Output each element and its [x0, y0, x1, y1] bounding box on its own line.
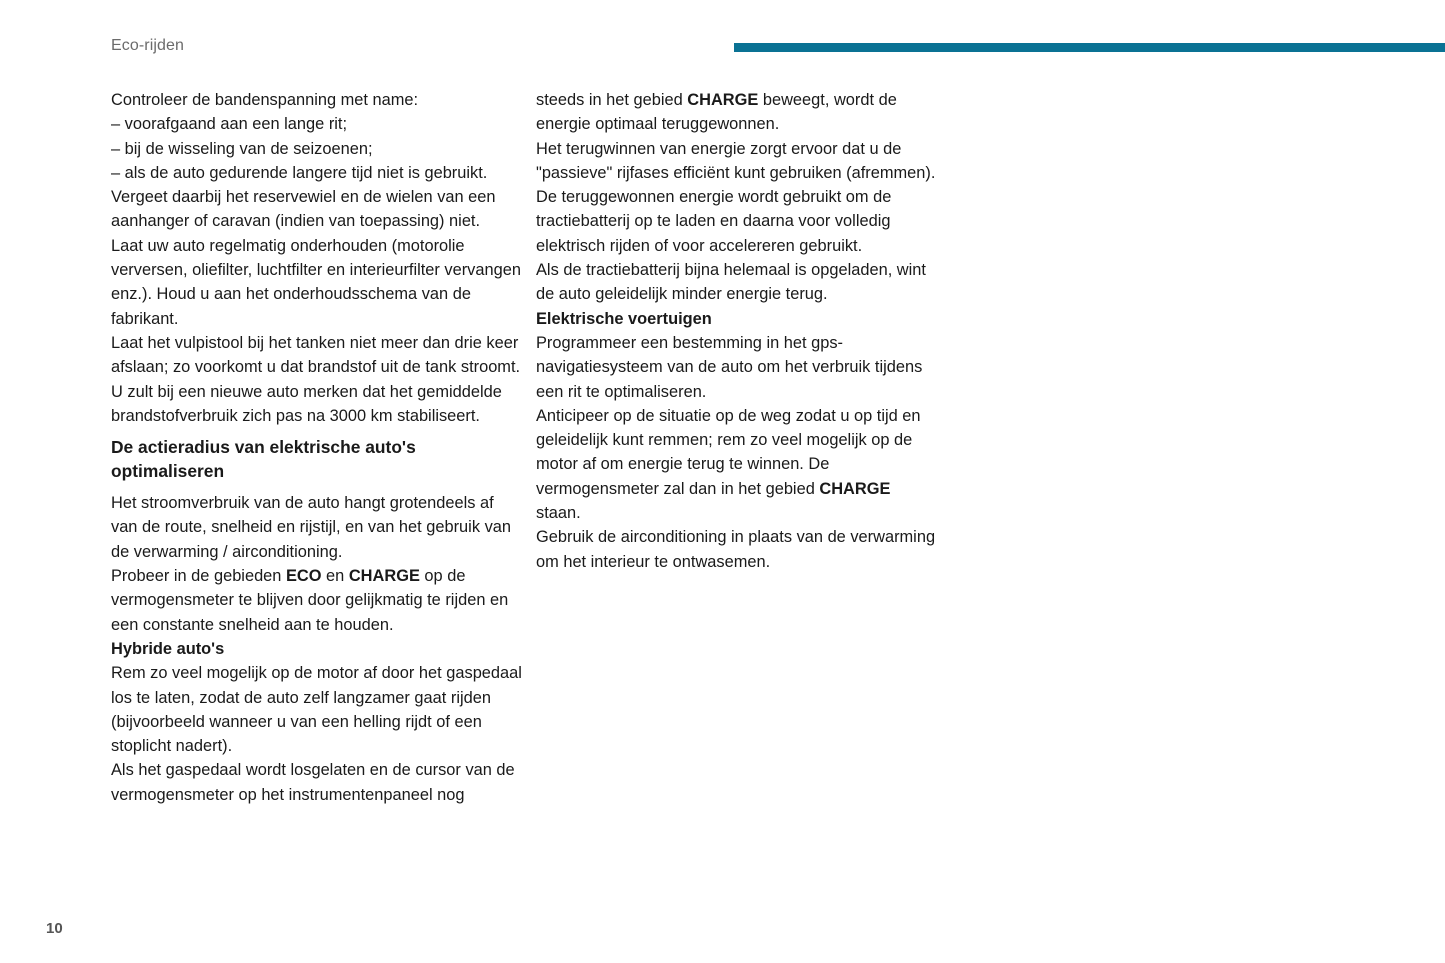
- page-number: 10: [46, 920, 63, 937]
- maintenance-paragraph: Laat uw auto regelmatig onderhouden (motorolie verversen, oliefilter, luchtfilter en interieurfilter vervangen enz.). Houd u aan het onderhoudsschema van de fabrikant.: [111, 236, 521, 328]
- refuel-paragraph: Laat het vulpistool bij het tanken niet meer dan drie keer afslaan; zo voorkomt u dat brandstof uit de tank stroomt.: [111, 333, 521, 377]
- continuation-paragraph: steeds in het gebied CHARGE beweegt, wordt de energie optimaal teruggewonnen.: [536, 91, 897, 134]
- navigation-paragraph: Programmeer een bestemming in het gps-navigatiesysteem van de auto om het verbruik tijdens een rit te optimaliseren.: [536, 333, 923, 401]
- charge-label: CHARGE: [348, 567, 420, 586]
- hybrid-cursor-paragraph: Als het gaspedaal wordt losgelaten en de cursor van de vermogensmeter op het instrumentenpaneel nog: [111, 761, 515, 804]
- recover-paragraph: Het terugwinnen van energie zorgt ervoor dat u de "passieve" rijfases efficiënt kunt gebruiken (afremmen).: [536, 139, 936, 182]
- spare-wheel-paragraph: Vergeet daarbij het reservewiel en de wielen van een aanhanger of caravan (indien van toepassing) niet.: [111, 188, 496, 231]
- battery-full-paragraph: Als de tractiebatterij bijna helemaal is opgeladen, wint de auto geleidelijk minder energie terug.: [536, 261, 926, 304]
- ev-subtitle: Elektrische voertuigen: [536, 309, 712, 328]
- tyres-list-item: – als de auto gedurende langere tijd niet is gebruikt.: [111, 163, 488, 182]
- battery-paragraph: De teruggewonnen energie wordt gebruikt om de tractiebatterij op te laden en daarna voor volledig elektrisch rijden of voor accelereren gebruikt.: [536, 188, 892, 255]
- section-title-ev-range: De actieradius van elektrische auto's optimaliseren: [111, 437, 416, 482]
- anticipate-paragraph: Anticipeer op de situatie op de weg zodat u op tijd en geleidelijk kunt remmen; rem zo veel mogelijk op de motor af om energie terug te winnen. De vermogensmeter zal dan in het gebied CHARGE staan.: [536, 406, 921, 523]
- new-car-paragraph: U zult bij een nieuwe auto merken dat het gemiddelde brandstofverbruik zich pas na 3000 km stabiliseert.: [111, 382, 502, 425]
- right-column: [536, 88, 936, 574]
- eco-label: ECO: [285, 567, 322, 586]
- left-column: [111, 88, 523, 807]
- hybrid-brake-paragraph: Rem zo veel mogelijk op de motor af door het gaspedaal los te laten, zodat de auto zelf langzamer gaat rijden (bijvoorbeeld wanneer u van een helling rijdt of een stoplicht nadert).: [111, 664, 522, 756]
- aircon-paragraph: Gebruik de airconditioning in plaats van de verwarming om het interieur te ontwasemen.: [536, 528, 936, 571]
- tyres-list-item: – voorafgaand aan een lange rit;: [111, 115, 348, 134]
- zones-paragraph: Probeer in de gebieden ECO en CHARGE op de vermogensmeter te blijven door gelijkmatig te rijden en een constante snelheid aan te houden.: [111, 567, 509, 634]
- tyres-list-item: – bij de wisseling van de seizoenen;: [111, 139, 373, 158]
- header-accent-bar: [734, 43, 1445, 52]
- section-header-title: Eco-rijden: [111, 37, 185, 54]
- tyres-intro: Controleer de bandenspanning met name:: [111, 91, 419, 109]
- charge-label: CHARGE: [819, 479, 891, 498]
- hybrid-subtitle: Hybride auto's: [111, 639, 225, 658]
- charge-label: CHARGE: [687, 91, 759, 109]
- consumption-paragraph: Het stroomverbruik van de auto hangt grotendeels af van de route, snelheid en rijstijl, en van het gebruik van de verwarming / airconditioning.: [111, 494, 511, 561]
